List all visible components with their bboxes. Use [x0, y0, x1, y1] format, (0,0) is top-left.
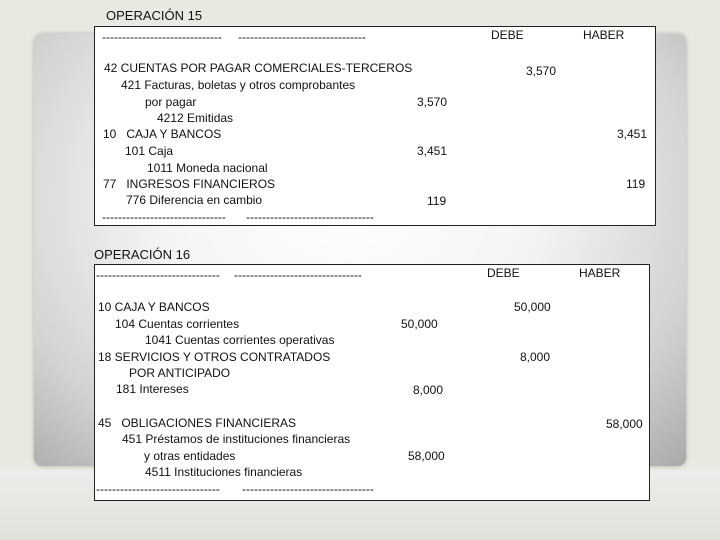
op16-header-dash-right: --------------------------------	[234, 268, 362, 282]
op16-amount-haber: 58,000	[606, 417, 643, 431]
op16-line: 18 SERVICIOS Y OTROS CONTRATADOS	[98, 350, 331, 364]
op16-amount-debe: 8,000	[520, 350, 551, 364]
op15-line: 77 INGRESOS FINANCIEROS	[103, 177, 276, 191]
op16-amount-debe: 50,000	[514, 300, 551, 314]
op16-line: 451 Préstamos de instituciones financieras	[122, 432, 351, 446]
op15-line: 1011 Moneda nacional	[147, 161, 268, 175]
op15-footer-dash-right: --------------------------------	[246, 210, 374, 224]
op16-line: POR ANTICIPADO	[129, 366, 231, 380]
op15-amount-haber: 119	[626, 177, 646, 191]
op16-line: 1041 Cuentas corrientes operativas	[145, 333, 335, 347]
op16-amount-sub: 50,000	[401, 317, 438, 331]
op16-line: 10 CAJA Y BANCOS	[98, 300, 210, 314]
op15-line: por pagar	[145, 95, 197, 109]
op16-footer-dash-left: -------------------------------	[96, 482, 220, 496]
op16-title: OPERACIÓN 16	[94, 247, 191, 262]
op16-col-debe: DEBE	[487, 266, 520, 280]
op15-amount-haber: 3,451	[617, 127, 648, 141]
op15-amount-debe: 3,570	[526, 64, 557, 78]
op16-line: 181 Intereses	[116, 382, 189, 396]
op16-line: 45 OBLIGACIONES FINANCIERAS	[98, 416, 297, 430]
op16-amount-sub: 8,000	[413, 383, 444, 397]
op15-col-debe: DEBE	[491, 28, 524, 42]
op15-amount-sub: 119	[427, 194, 447, 208]
op15-amount-sub: 3,451	[417, 144, 448, 158]
op15-header-dash-right: --------------------------------	[238, 30, 366, 44]
op16-amount-sub: 58,000	[408, 449, 445, 463]
op15-footer-dash-left: -------------------------------	[102, 210, 226, 224]
op15-line: 4212 Emitidas	[157, 111, 234, 125]
op16-line: 4511 Instituciones financieras	[145, 465, 303, 479]
op16-line: 104 Cuentas corrientes	[115, 317, 240, 331]
op15-header-dash-left: ------------------------------	[102, 30, 222, 44]
op15-line: 421 Facturas, boletas y otros comprobantes	[121, 78, 356, 92]
op16-footer-dash-right: ---------------------------------	[242, 482, 374, 496]
op16-line: y otras entidades	[144, 449, 236, 463]
op15-line: 776 Diferencia en cambio	[126, 193, 263, 207]
op15-col-haber: HABER	[583, 28, 625, 42]
op15-line: 101 Caja	[125, 144, 174, 158]
op15-title: OPERACIÓN 15	[106, 8, 203, 23]
op16-col-haber: HABER	[579, 266, 621, 280]
op15-line: 10 CAJA Y BANCOS	[103, 127, 222, 141]
op15-amount-sub: 3,570	[417, 95, 448, 109]
op15-line: 42 CUENTAS POR PAGAR COMERCIALES-TERCEROS	[104, 61, 413, 75]
op16-header-dash-left: -------------------------------	[96, 268, 220, 282]
